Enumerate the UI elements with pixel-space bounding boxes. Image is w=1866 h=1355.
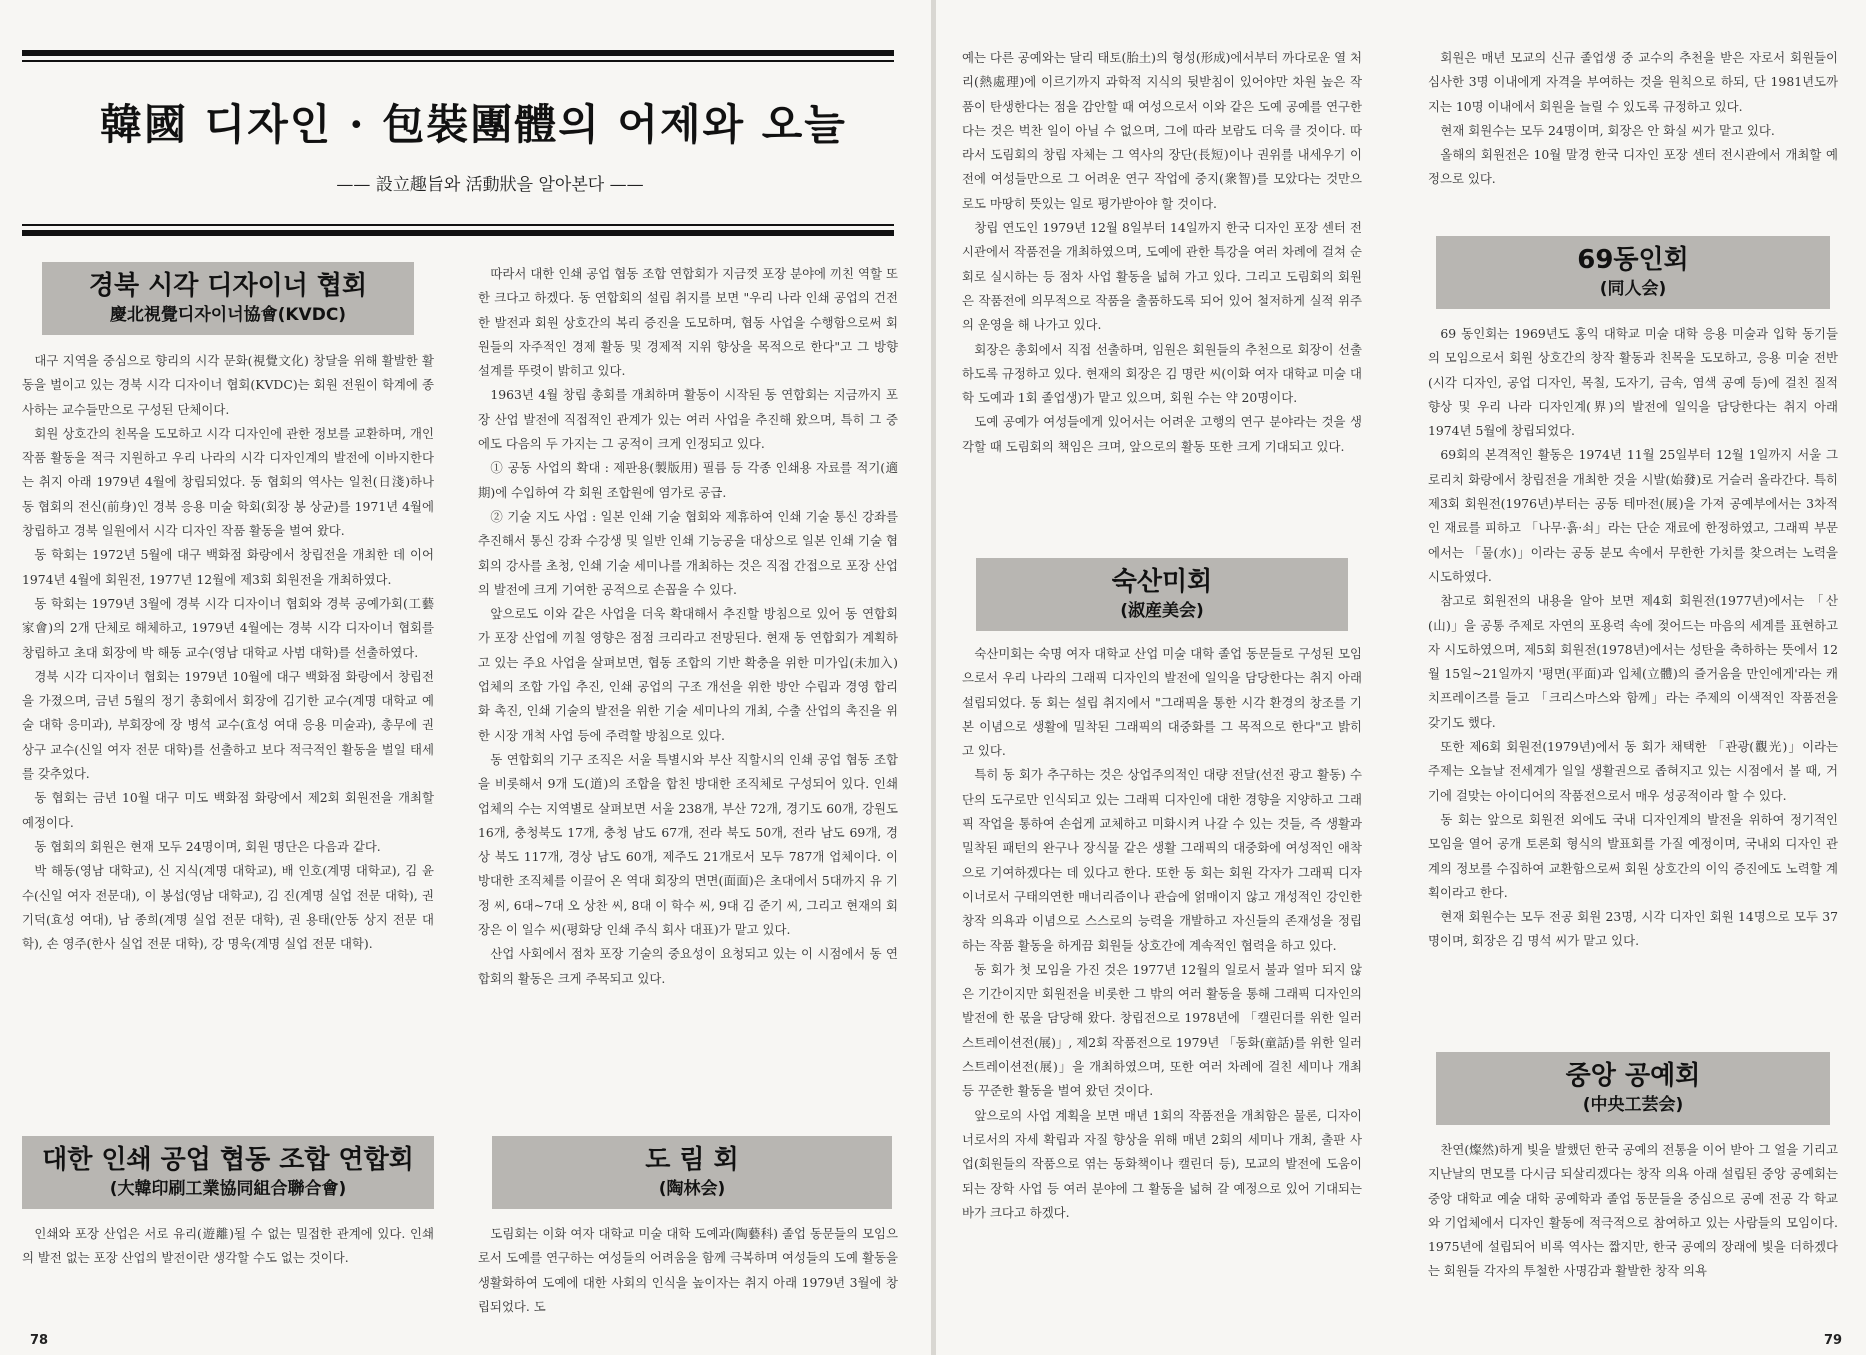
right-page [936,0,1866,1355]
paragraph: 찬연(燦然)하게 빛을 발했던 한국 공예의 전통을 이어 받아 그 얼을 기리고 지난날의 면모를 다시금 되살리겠다는 창작 의욕 아래 설립된 중앙 공예회는 중앙 대학교 예술 대학 공예학과 졸업 동문들을 중심으로 공예 전공 각 학교와 기업체에서 디자인 활동에 적극적으로 참여하고 있는 사람들의 모임이다. 1975년에 설립되어 비록 역사는 짧지만, 한국 공예의 장래에 빛을 더하겠다는 회원들 각자의 투철한 사명감과 활발한 창작 의욕 [1428,1142,1838,1279]
paragraph: 동 학회는 1972년 5월에 대구 백화점 화랑에서 창립전을 개최한 데 이어 1974년 4월에 회원전, 1977년 12월에 제3회 회원전을 개최하였다. [22,547,434,587]
header-rule-top [22,50,894,56]
paragraph: 창립 연도인 1979년 12월 8일부터 14일까지 한국 디자인 포장 센터 전시관에서 작품전을 개최하였으며, 도예에 관한 특강을 여러 차례에 걸쳐 순회로 실시하는 등 점차 사업 활동을 넓혀 가고 있다. 그리고 도림회의 회원은 작품전에 의무적으로 작품을 출품하도록 되어 있어 철저하게 실적 위주의 운영을 해 나가고 있다. [962,220,1362,333]
section-title: 중앙 공예회 [1565,1061,1701,1091]
left-column-2-bottom [478,1222,898,1319]
article-title: 韓國 디자인 · 包裝團體의 어제와 오늘 [100,100,847,149]
right-column-2-bottom [1428,1138,1838,1284]
section-subtitle: (陶林会) [658,1179,726,1199]
paragraph: ① 공동 사업의 확대 : 제판용(製版用) 필름 등 각종 인쇄용 자료를 적기(適期)에 수입하여 각 회원 조합원에 염가로 공급. [478,460,898,500]
paragraph: 또한 제6회 회원전(1979년)에서 동 회가 채택한 「관광(觀光)」이라는 주제는 오늘날 전세계가 일일 생활권으로 좁혀지고 있는 시점에서 볼 때, 거기에 걸맞는 아이디어의 작품전으로서 매우 성공적이라 할 수 있다. [1428,739,1838,803]
right-column-2-middle [1428,322,1838,954]
paragraph: 인쇄와 포장 산업은 서로 유리(遊離)될 수 없는 밀접한 관계에 있다. 인쇄의 발전 없는 포장 산업의 발전이란 생각할 수도 없는 것이다. [22,1226,434,1266]
section-box-suksanmi [976,558,1348,631]
right-column-1 [962,46,1362,459]
page-number: 79 [1824,1333,1843,1348]
paragraph: 동 회는 앞으로 회원전 외에도 국내 디자인계의 발전을 위하여 정기적인 모임을 열어 공개 토론회 형식의 발표회를 가질 예정이며, 국내외 디자인 관계의 정보를 수집하여 교환함으로써 회원 상호간의 이익 증진에도 노력할 계획이라고 한다. [1428,811,1838,900]
section-subtitle: 慶北視覺디자이너協會(KVDC) [109,305,347,325]
paragraph: 회장은 총회에서 직접 선출하며, 임원은 회원들의 추천으로 회장이 선출하도록 규정하고 있다. 현재의 회장은 김 명란 씨(이화 여자 대학교 미술 대학 도예과 1회 졸업생)가 맡고 있으며, 회원 수는 약 20명이다. [962,341,1362,406]
paragraph: 예는 다른 공예와는 달리 태토(胎土)의 형성(形成)에서부터 까다로운 열 처리(熱處理)에 이르기까지 과학적 지식의 뒷받침이 있어야만 차원 높은 작품이 탄생한다는 점을 감안할 때 여성으로서 이와 같은 도예 공예를 연구한다는 것은 벅찬 일이 아닐 수 없으며, 그에 따라 보람도 더욱 클 것이다. 따라서 도림회의 창립 자체는 그 역사의 장단(長短)이나 권위를 내세우기 이전에 여성들만으로 그 어려운 연구 작업에 중지(衆智)를 모았다는 것만으로도 마땅히 뜻있는 일로 평가받아야 할 것이다. [962,50,1362,211]
right-column-1-bottom [962,642,1362,1225]
left-column-2 [478,262,898,991]
section-box-dorim [492,1136,892,1209]
paragraph: 도림회는 이화 여자 대학교 미술 대학 도예과(陶藝科) 졸업 동문들의 모임으로서 도예를 연구하는 여성들의 어려움을 함께 극복하며 여성들의 도예 활동을 생활화하여 도예에 대한 사회의 인식을 높이자는 취지 아래 1979년 3월에 창립되었다. 도 [478,1226,898,1314]
section-box-kvdc [42,262,414,335]
page-number: 78 [30,1333,49,1348]
section-title: 도 림 회 [645,1145,739,1175]
paragraph: 올해의 회원전은 10월 말경 한국 디자인 포장 센터 전시관에서 개최할 예정으로 있다. [1428,147,1838,187]
paragraph: 동 협회는 금년 10월 대구 미도 백화점 화랑에서 제2회 회원전을 개최할 예정이다. [22,790,434,830]
section-box-69 [1436,236,1830,309]
paragraph: 참고로 회원전의 내용을 알아 보면 제4회 회원전(1977년)에서는 「산(山)」을 공통 주제로 자연의 포용력 속에 젖어드는 마음의 세계를 표현하고자 시도하였으며, 제5회 회원전(1978년)에서는 성탄을 축하하는 뜻에서 12월 15일~21일까지 '평면(平面)과 입체(立體)의 즐거움을 만인에게'라는 캐치프레이즈를 들고 「크리스마스와 함께」라는 주제의 이색적인 작품전을 갖기도 했다. [1428,593,1838,730]
paragraph: 도예 공예가 여성들에게 있어서는 어려운 고행의 연구 분야라는 것을 생각할 때 도림회의 책임은 크며, 앞으로의 활동 또한 크게 기대되고 있다. [962,414,1362,454]
paragraph: 동 학회는 1979년 3월에 경북 시각 디자이너 협회와 경북 공예가회(工藝家會)의 2개 단체로 해체하고, 1979년 4월에는 경북 시각 디자이너 협회를 창립하고 초대 회장에 박 해동 교수(영남 대학교 사범 대학)를 선출하였다. [22,595,434,660]
paragraph: 동 연합회의 기구 조직은 서울 특별시와 부산 직할시의 인쇄 공업 협동 조합을 비롯해서 9개 도(道)의 조합을 합친 방대한 조직체로 구성되어 있다. 인쇄 업체의 수는 지역별로 살펴보면 서울 238개, 부산 72개, 경기도 60개, 강원도 16개, 충청북도 17개, 충청 남도 67개, 전라 북도 50개, 전라 남도 69개, 경상 북도 117개, 경상 남도 60개, 제주도 21개로서 모두 787개 업체이다. 이 방대한 조직체를 이끌어 온 역대 회장의 면면(面面)은 초대에서 5대까지 유 기정 씨, 6대~7대 오 상찬 씨, 8대 이 학수 씨, 9대 김 준기 씨, 그리고 현재의 회장은 이 일수 씨(평화당 인쇄 주식 회사 대표)가 맡고 있다. [478,751,898,938]
left-column-1 [22,262,434,956]
paragraph: 앞으로의 사업 계획을 보면 매년 1회의 작품전을 개최함은 물론, 디자이너로서의 자세 확립과 자질 향상을 위해 매년 2회의 세미나 개최, 출판 사업(회원들의 작품으로 엮는 동화책이나 캘린더 등), 모교의 발전에 도움이 되는 장학 사업 등 여러 분야에 그 활동을 넓혀 갈 예정으로 있어 기대되는 바가 크다고 하겠다. [962,1107,1362,1220]
paragraph: 앞으로도 이와 같은 사업을 더욱 확대해서 추진할 방침으로 있어 동 연합회가 포장 산업에 끼칠 영향은 점점 크리라고 전망된다. 현재 동 연합회가 계획하고 있는 주요 사업을 살펴보면, 협동 조합의 기반 확충을 위한 미가입(未加入) 업체의 조합 가입 추진, 인쇄 공업의 구조 개선을 위한 방안 수립과 경영 합리화 촉진, 인쇄 기술의 발전을 위한 기술 세미나의 개최, 수출 산업의 촉진을 위한 시장 개척 사업 등에 주력할 방침으로 있다. [478,606,898,743]
article-subtitle: —— 設立趣旨와 活動狀을 알아본다 —— [336,175,644,195]
section-box-jungang [1436,1052,1830,1125]
paragraph: 현재 회원수는 모두 24명이며, 회장은 안 화실 씨가 맡고 있다. [1440,122,1775,138]
left-page [0,0,931,1355]
section-subtitle: (淑産美会) [1120,601,1204,621]
paragraph: 동 회가 첫 모임을 가진 것은 1977년 12월의 일로서 불과 얼마 되지 않은 기간이지만 회원전을 비롯한 그 밖의 여러 활동을 통해 그래픽 디자인의 발전에 한 몫을 담당해 왔다. 창립전으로 1978년에 「캘린더를 위한 일러스트레이션전(展)」, 제2회 작품전으로 1979년 「동화(童話)를 위한 일러스트레이션전(展)」을 개최하였으며, 또한 여러 차례에 걸친 세미나 개최 등 꾸준한 활동을 벌여 왔던 것이다. [962,961,1362,1099]
section-subtitle: (中央工芸会) [1582,1095,1684,1115]
paragraph: 숙산미회는 숙명 여자 대학교 산업 미술 대학 졸업 동문들로 구성된 모임으로서 우리 나라의 그래픽 디자인의 발전에 일익을 담당한다는 취지 아래 설립되었다. 동 회는 설립 취지에서 "그래픽을 통한 시각 환경의 창조를 기본 이념으로 생활에 밀착된 그래픽의 대중화를 그 목적으로 한다"고 밝히고 있다. [962,646,1362,759]
paragraph: 특히 동 회가 추구하는 것은 상업주의적인 대량 전달(선전 광고 활동) 수단의 도구로만 인식되고 있는 그래픽 디자인에 대한 경향을 지양하고 그래픽 작업을 통하여 손쉽게 교체하고 미화시켜 나갈 수 있는 것들, 즉 생활과 밀착된 패턴의 완구나 장식물 같은 생활 그래픽의 대중화에 여성적인 애착으로 기여하겠다는 데 있다고 한다. 또한 동 회는 회원 각자가 그래픽 디자이너로서 구태의연한 매너리즘이나 관습에 얽매이지 않고 개성적인 강인한 창작 의욕과 이념으로 스스로의 능력을 개발하고 자신들의 존재성을 정립하는 작품 활동을 하게끔 회원들 상호간에 계속적인 협력을 하고 있다. [962,767,1362,953]
paragraph: 현재 회원수는 모두 전공 회원 23명, 시각 디자인 회원 14명으로 모두 37명이며, 회장은 김 명석 씨가 맡고 있다. [1428,909,1838,949]
section-title: 69동인회 [1577,245,1689,275]
paragraph: 박 해동(영남 대학교), 신 지식(계명 대학교), 배 인호(계명 대학교), 김 윤수(신일 여자 전문대), 이 봉섭(영남 대학교), 김 진(계명 실업 전문 대학), 권 기덕(효성 여대), 남 종희(계명 실업 전문 대학), 권 용태(안동 상지 전문 대학), 손 영주(한사 실업 전문 대학), 강 명욱(계명 실업 전문 대학). [22,863,434,952]
paragraph: 69회의 본격적인 활동은 1974년 11월 25일부터 12월 1일까지 서울 그로리치 화랑에서 창립전을 개최한 것을 시발(始發)로 거슬러 올라간다. 특히 제3회 회원전(1976년)부터는 공동 테마전(展)을 가져 공예부에서는 3차적인 재료를 피하고 「나무·흙·쇠」라는 단순 재료에 한정하였고, 그래픽 부문에서는 「물(水)」이라는 공동 분모 속에서 무한한 가치를 찾으려는 노력을 시도하였다. [1428,447,1838,584]
paragraph: 69 동인회는 1969년도 홍익 대학교 미술 대학 응용 미술과 입학 동기들의 모임으로서 회원 상호간의 창작 활동과 친목을 도모하고, 응용 미술 전반(시각 디자인, 공업 디자인, 목칠, 도자기, 금속, 염색 공예 등)에 걸친 질적 향상 및 우리 나라 디자인계(界)의 발전에 일익을 담당한다는 취지 아래 1974년 5월에 창립되었다. [1428,326,1838,439]
section-box-printing [22,1136,434,1209]
paragraph: 산업 사회에서 점차 포장 기술의 중요성이 요청되고 있는 이 시점에서 동 연합회의 활동은 크게 주목되고 있다. [478,946,898,986]
paragraph: 동 협회의 회원은 현재 모두 24명이며, 회원 명단은 다음과 같다. [34,838,381,854]
section-subtitle: (大韓印刷工業協同組合聯合會) [109,1179,347,1199]
section-title: 경북 시각 디자이너 협회 [88,271,368,301]
paragraph: 회원 상호간의 친목을 도모하고 시각 디자인에 관한 정보를 교환하며, 개인 작품 활동을 적극 지원하고 우리 나라의 시각 디자인계의 발전에 이바지한다는 취지 아래 1979년 4월에 창립되었다. 동 협회의 역사는 일천(日淺)하나 동 협회의 전신(前身)인 경북 응용 미술 학회(회장 봉 상균)를 1971년 4월에 창립하고 경북 일원에서 시각 디자인 작품 활동을 벌여 왔다. [22,425,434,539]
paragraph: 1963년 4월 창립 총회를 개최하며 활동이 시작된 동 연합회는 지금까지 포장 산업 발전에 직접적인 관계가 있는 여러 사업을 추진해 왔으며, 특히 그 중에도 다음의 두 가지는 그 공적이 크게 인정되고 있다. [478,387,898,452]
paragraph: ② 기술 지도 사업 : 일본 인쇄 기술 협회와 제휴하여 인쇄 기술 통신 강좌를 추진해서 통신 강좌 수강생 및 일반 인쇄 기능공을 대상으로 일본 인쇄 기술 협회의 강사를 초청, 인쇄 기술 세미나를 개최하는 것은 직접 간접으로 포장 산업의 발전에 크게 기여한 공적으로 손꼽을 수 있다. [478,508,898,597]
header-rule-bottom [22,230,894,236]
right-column-2 [1428,46,1838,192]
header-rule-top-thin [22,60,894,62]
left-column-1-bottom [22,1222,434,1271]
header-rule-bottom-thin [22,224,894,226]
paragraph: 대구 지역을 중심으로 향리의 시각 문화(視覺文化) 창달을 위해 활발한 활동을 벌이고 있는 경북 시각 디자이너 협회(KVDC)는 회원 전원이 학계에 종사하는 교수들만으로 구성된 단체이다. [22,353,434,417]
section-subtitle: (同人会) [1599,279,1667,299]
section-title: 숙산미회 [1111,567,1213,597]
paragraph: 경북 시각 디자이너 협회는 1979년 10월에 대구 백화점 화랑에서 창립전을 가졌으며, 금년 5월의 정기 총회에서 회장에 김기한 교수(계명 대학교 예술 대학 응미과), 부회장에 장 병석 교수(효성 여대 응용 미술과), 총무에 권 상구 교수(신일 여자 전문 대학)를 선출하고 보다 적극적인 활동을 벌일 태세를 갖추었다. [22,668,434,782]
paragraph: 회원은 매년 모교의 신규 졸업생 중 교수의 추천을 받은 자로서 회원들이 심사한 3명 이내에게 자격을 부여하는 것을 원칙으로 하되, 단 1981년도까지는 10명 이내에서 회원을 늘릴 수 있도록 규정하고 있다. [1428,50,1838,114]
section-title: 대한 인쇄 공업 협동 조합 연합회 [42,1145,414,1175]
paragraph: 따라서 대한 인쇄 공업 협동 조합 연합회가 지금껏 포장 분야에 끼친 역할 또한 크다고 하겠다. 동 연합회의 설립 취지를 보면 "우리 나라 인쇄 공업의 건전한 발전과 회원 상호간의 복리 증진을 도모하며, 협동 사업을 수행함으로써 회원들의 자주적인 경제 활동 및 경제적 지위 향상을 목적으로 한다"고 그 방향 설계를 뚜렷이 밝히고 있다. [478,266,898,379]
